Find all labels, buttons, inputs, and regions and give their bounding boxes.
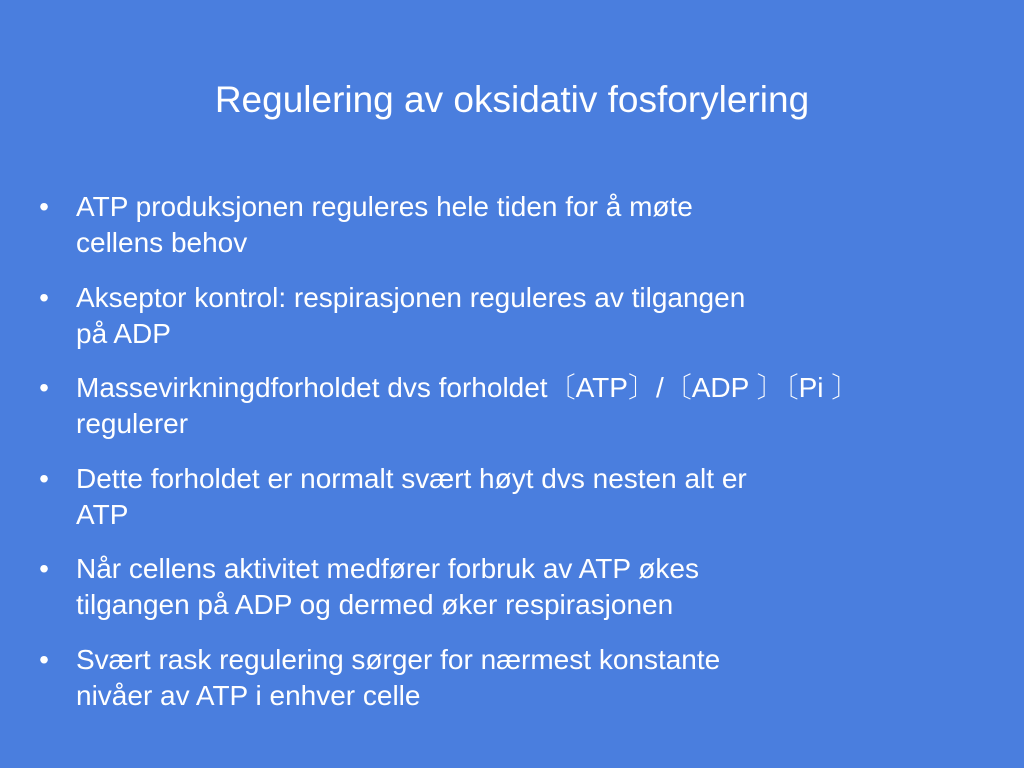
bullet-text-line1: Når cellens aktivitet medfører forbruk av ATP økes xyxy=(76,553,699,585)
bullet-text-line2: ATP xyxy=(76,498,129,530)
bullet-item xyxy=(34,370,934,442)
bullet-marker: • xyxy=(39,643,49,675)
bullet-item xyxy=(34,280,934,352)
slide-title: Regulering av oksidativ fosforylering xyxy=(214,79,810,120)
bullet-item xyxy=(34,189,934,261)
bullet-marker: • xyxy=(39,462,49,494)
bullet-marker: • xyxy=(39,553,49,585)
bullet-marker: • xyxy=(39,281,49,313)
bullet-item xyxy=(34,461,934,533)
bullet-text-line2: tilgangen på ADP og dermed øker respirasjonen xyxy=(76,589,674,621)
bullet-marker: • xyxy=(39,191,49,222)
bullet-item xyxy=(34,642,934,714)
bullet-text-line1: Akseptor kontrol: respirasjonen reguleres av tilgangen xyxy=(76,281,746,313)
bullet-text-line1: ATP produksjonen reguleres hele tiden for å møte xyxy=(76,191,693,222)
bullet-list xyxy=(34,189,934,733)
bullet-text-line2: nivåer av ATP i enhver celle xyxy=(76,679,421,711)
bullet-item xyxy=(34,551,934,623)
bullet-text-line1: Svært rask regulering sørger for nærmest konstante xyxy=(76,643,721,675)
bullet-text-line1: Dette forholdet er normalt svært høyt dvs nesten alt er xyxy=(76,462,747,494)
bullet-text-line2: på ADP xyxy=(76,317,171,349)
bullet-text-line1: Massevirkningdforholdet dvs forholdet〔ATP〕/〔ADP 〕〔Pi 〕 xyxy=(76,372,860,404)
bullet-text-line2: cellens behov xyxy=(76,227,248,258)
bullet-text-line2: regulerer xyxy=(76,408,189,440)
bullet-marker: • xyxy=(39,372,49,404)
